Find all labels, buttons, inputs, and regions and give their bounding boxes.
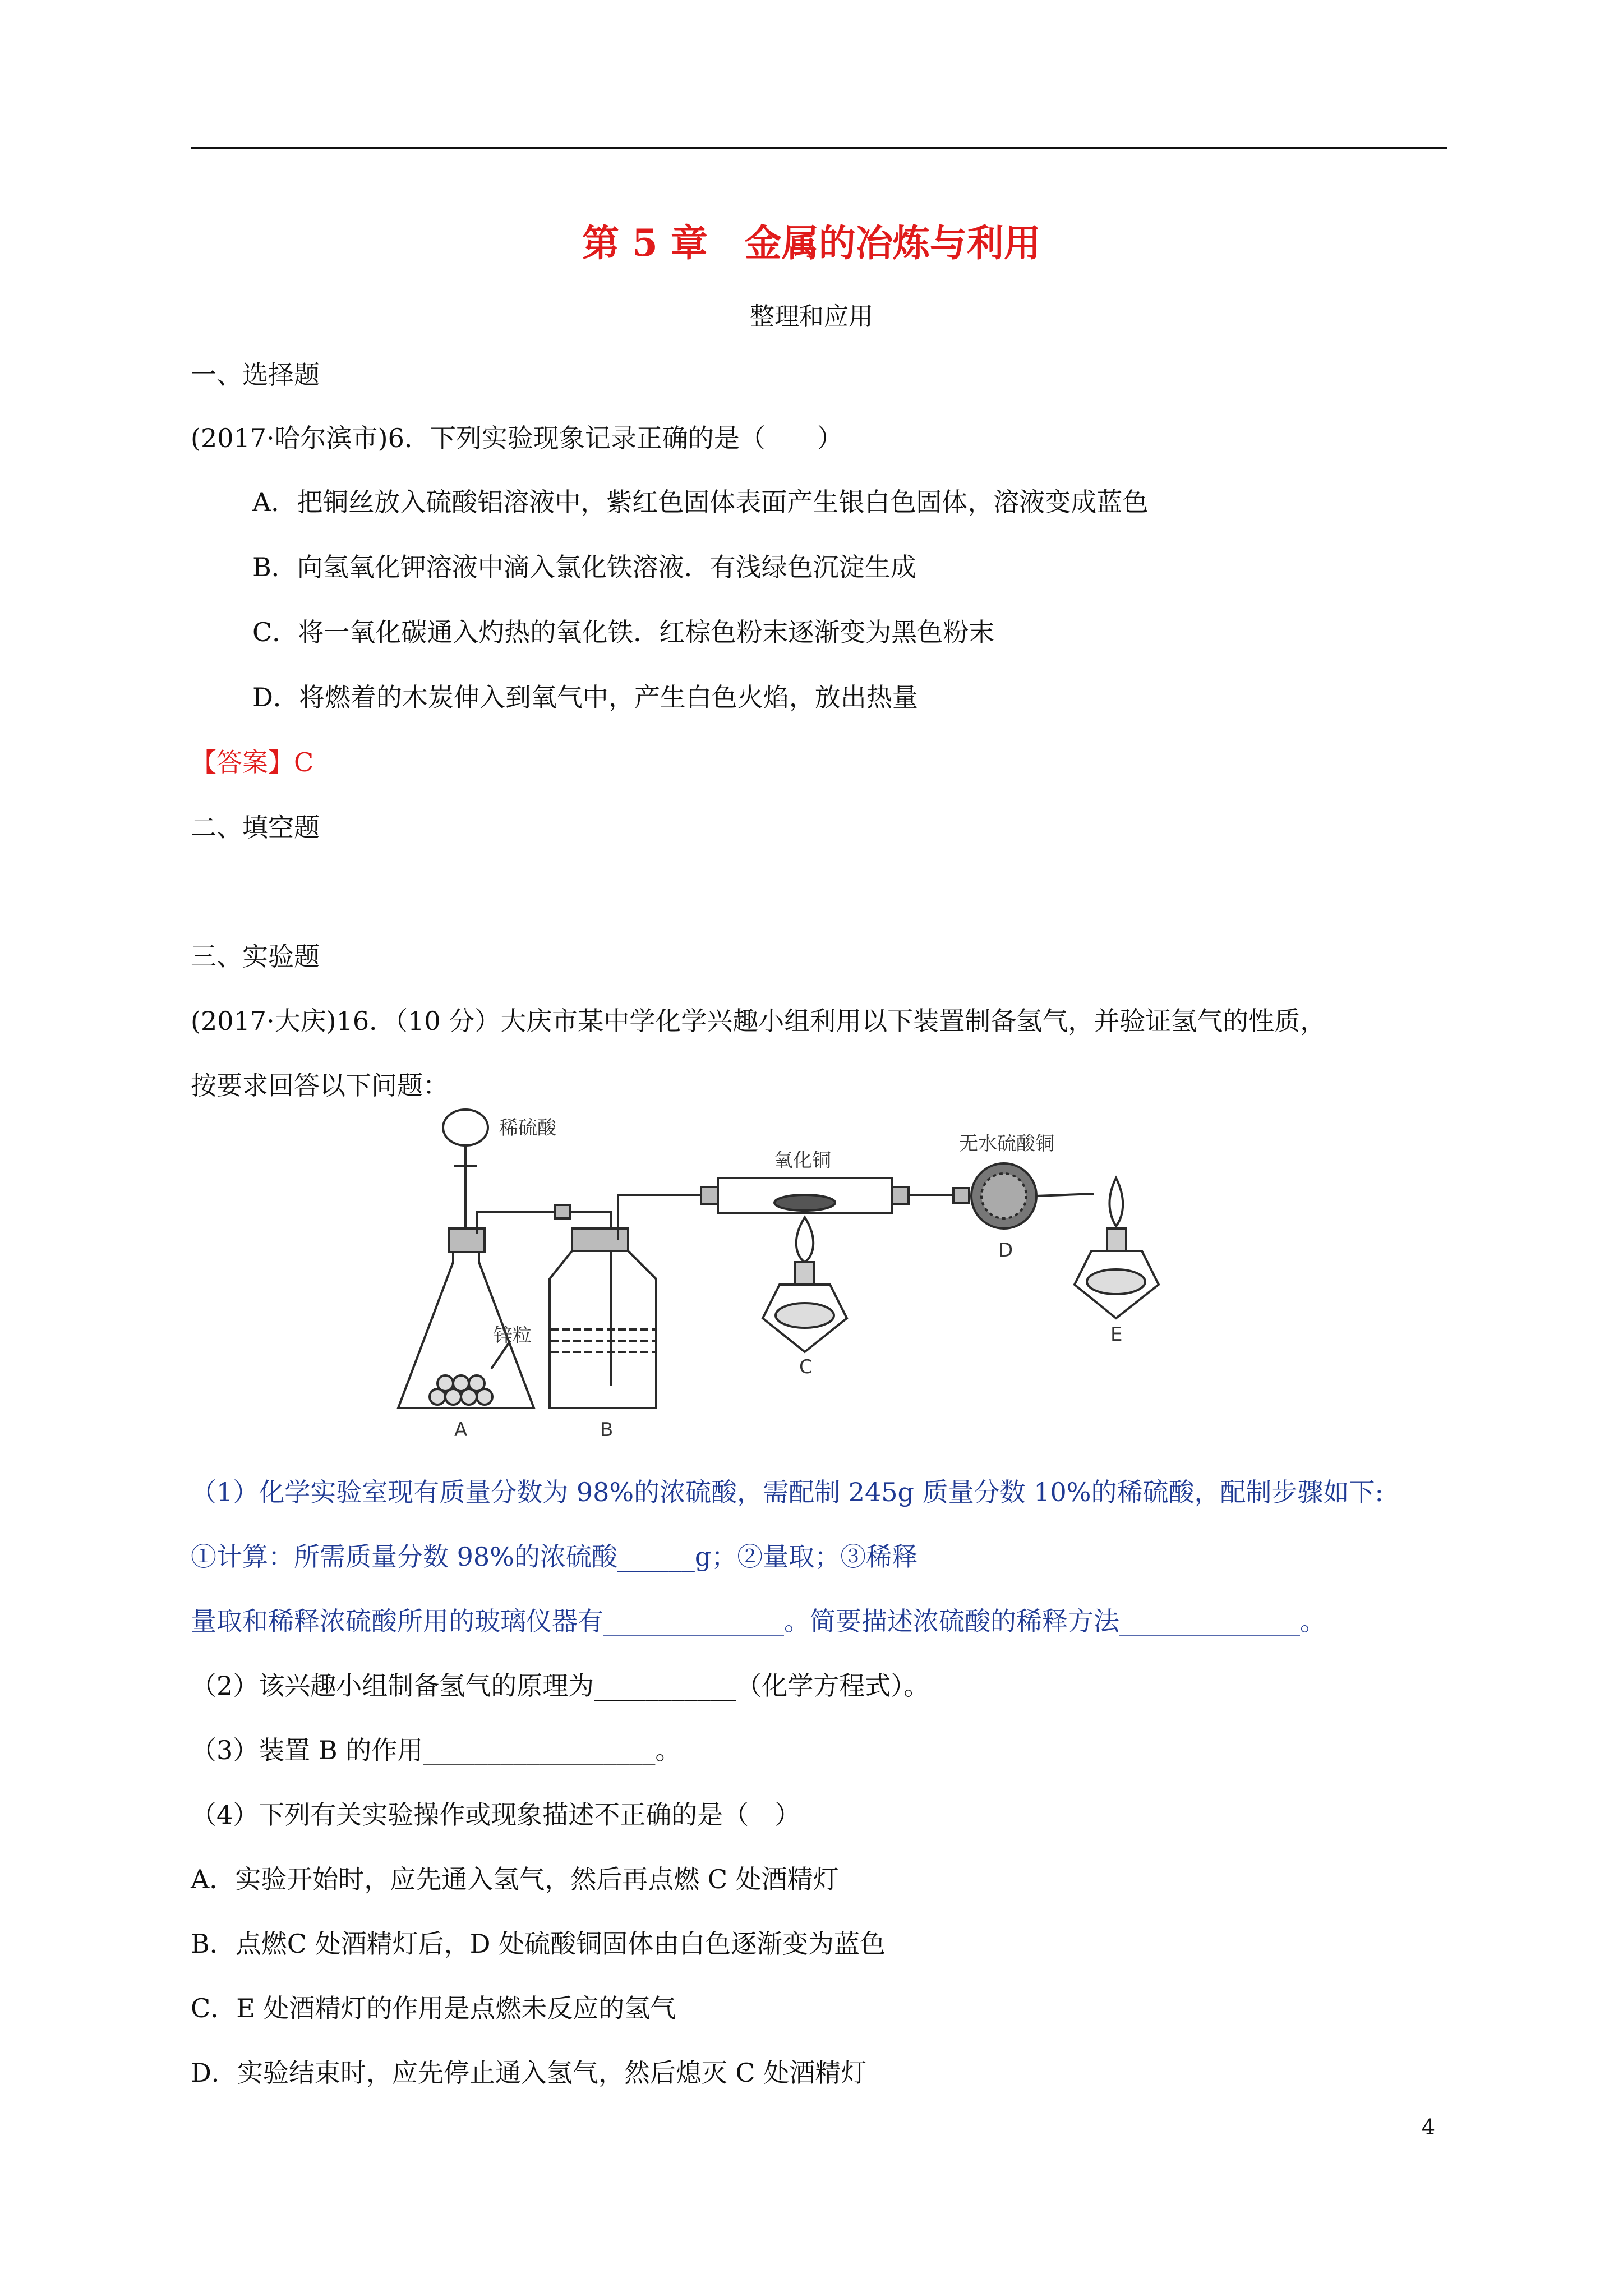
- q1-line3: 量取和稀释浓硫酸所用的玻璃仪器有______________。简要描述浓硫酸的稀释方法______________。: [191, 1606, 1326, 1636]
- apparatus-diagram: [387, 1094, 1228, 1442]
- label-d: D: [998, 1239, 1013, 1262]
- burner-e: [1075, 1178, 1159, 1318]
- section-subtitle: 整理和应用: [750, 302, 873, 331]
- q2: （2）该兴趣小组制备氢气的原理为___________（化学方程式）。: [191, 1671, 930, 1701]
- heading-multiple-choice: 一、选择题: [191, 360, 320, 390]
- page-number: 4: [1421, 2115, 1435, 2139]
- q6-option-c: C．将一氧化碳通入灼热的氧化铁．红棕色粉末逐渐变为黑色粉末: [252, 617, 995, 647]
- label-e: E: [1110, 1323, 1123, 1346]
- heading-experiment: 三、实验题: [191, 941, 320, 972]
- q4-option-c: C．E 处酒精灯的作用是点燃未反应的氢气: [191, 1993, 676, 2023]
- q6-option-b: B．向氢氧化钾溶液中滴入氯化铁溶液．有浅绿色沉淀生成: [252, 552, 916, 582]
- q4: （4）下列有关实验操作或现象描述不正确的是（ ）: [191, 1800, 801, 1830]
- q1-line1: （1）化学实验室现有质量分数为 98%的浓硫酸，需配制 245g 质量分数 10%的稀硫酸，配制步骤如下:: [191, 1477, 1384, 1507]
- q3: （3）装置 B 的作用__________________。: [191, 1735, 681, 1765]
- q4-option-b: B．点燃C 处酒精灯后，D 处硫酸铜固体由白色逐渐变为蓝色: [191, 1929, 886, 1959]
- label-acid: 稀硫酸: [499, 1117, 556, 1139]
- q1-line2: ①计算：所需质量分数 98%的浓硫酸______g；②量取；③稀释: [191, 1542, 918, 1572]
- answer-label: 【答案】: [191, 747, 294, 777]
- heading-fill-blank: 二、填空题: [191, 812, 320, 843]
- tube-c: [701, 1178, 909, 1352]
- answer-line: [191, 749, 313, 775]
- question-6: (2017·哈尔滨市)6．下列实验现象记录正确的是（ ）: [191, 423, 843, 453]
- q4-option-d: D．实验结束时，应先停止通入氢气，然后熄灭 C 处酒精灯: [191, 2058, 867, 2088]
- label-a: A: [454, 1419, 468, 1441]
- label-cuo: 氧化铜: [774, 1149, 831, 1172]
- label-zinc: 锌粒: [494, 1324, 532, 1347]
- q6-option-a: A．把铜丝放入硫酸铝溶液中，紫红色固体表面产生银白色固体，溶液变成蓝色: [252, 487, 1149, 517]
- label-c: C: [799, 1356, 813, 1378]
- label-b: B: [600, 1419, 614, 1441]
- chapter-title: 第 5 章 金属的冶炼与利用: [582, 221, 1041, 265]
- question-16-line2: 按要求回答以下问题：: [191, 1070, 449, 1101]
- label-cuso4: 无水硫酸铜: [959, 1133, 1054, 1155]
- q6-option-d: D．将燃着的木炭伸入到氧气中，产生白色火焰，放出热量: [252, 682, 918, 712]
- bottle-b: [550, 1195, 701, 1408]
- header-rule: [191, 147, 1447, 149]
- bulb-d: [953, 1163, 1094, 1228]
- question-16-line1: (2017·大庆)16．（10 分）大庆市某中学化学兴趣小组利用以下装置制备氢气，并验证氢气的性质，: [191, 1006, 1326, 1036]
- q4-option-a: A．实验开始时，应先通入氢气，然后再点燃 C 处酒精灯: [191, 1864, 839, 1894]
- answer-value: C: [294, 747, 314, 777]
- flask-a: [398, 1110, 534, 1408]
